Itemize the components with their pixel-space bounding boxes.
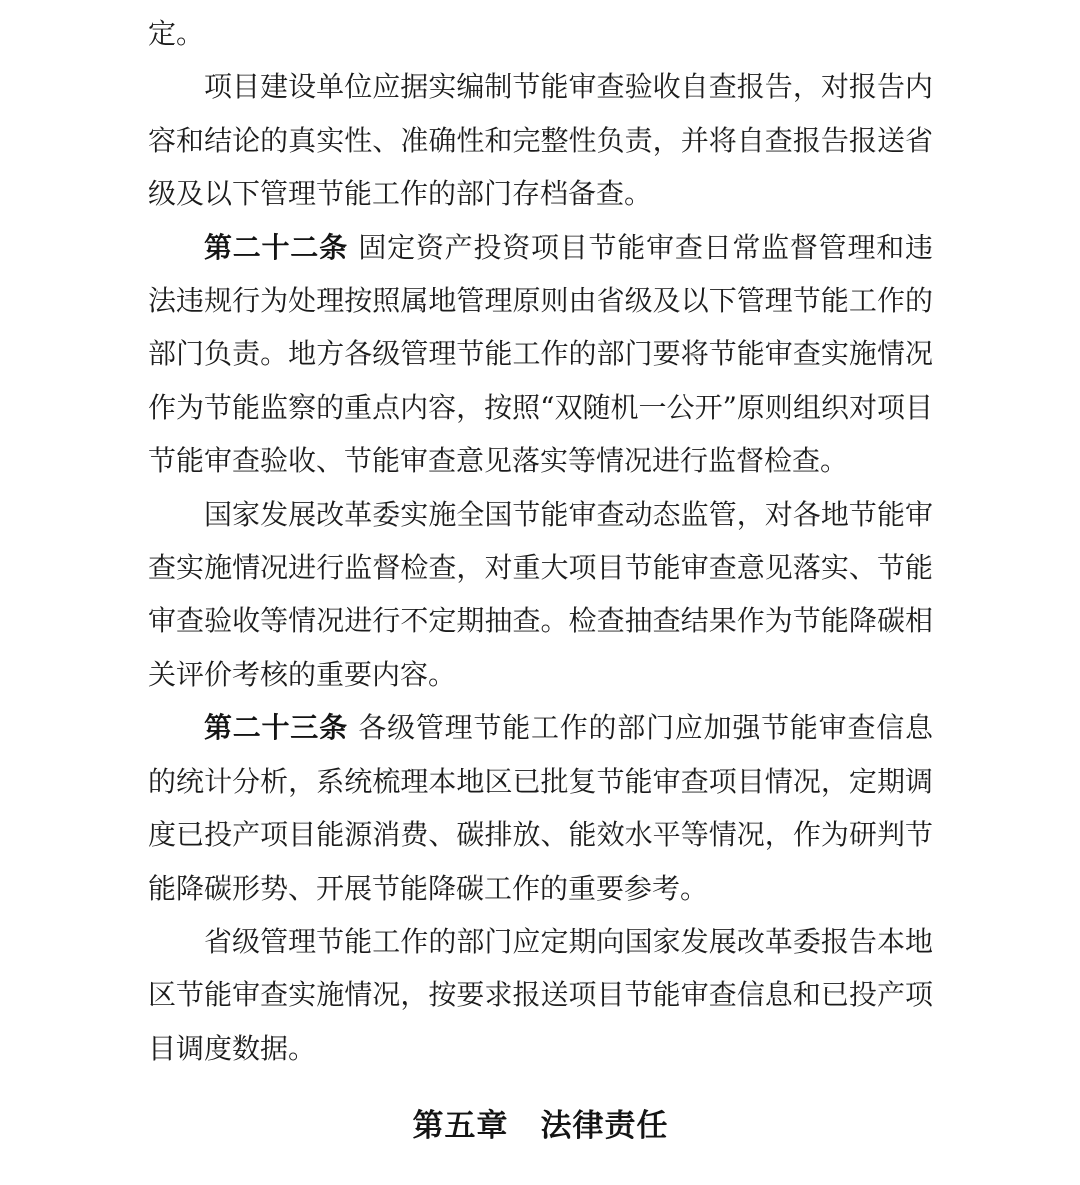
paragraph-text: 省级管理节能工作的部门应定期向国家发展改革委报告本地区节能审查实施情况，按要求报送项目节能审查信息和已投产项目调度数据。 <box>148 924 933 1065</box>
paragraph-text: 定。 <box>148 17 205 50</box>
paragraph-text: 固定资产投资项目节能审查日常监督管理和违法违规行为处理按照属地管理原则由省级及以下管理节能工作的部门负责。地方各级管理节能工作的部门要将节能审查实施情况作为节能监察的重点内容，按照“双随机一公开”原则组织对项目节能审查验收、节能审查意见落实等情况进行监督检查。 <box>148 230 933 478</box>
paragraph-provincial-report <box>148 915 933 1075</box>
chapter-heading <box>148 1100 933 1153</box>
document-body <box>148 7 933 1075</box>
paragraph-text: 各级管理节能工作的部门应加强节能审查信息的统计分析，系统梳理本地区已批复节能审查项目情况，定期调度已投产项目能源消费、碳排放、能效水平等情况，作为研判节能降碳形势、开展节能降碳工作的重要参考。 <box>148 711 933 905</box>
paragraph-continuation <box>148 7 933 60</box>
paragraph-text: 项目建设单位应据实编制节能审查验收自查报告，对报告内容和结论的真实性、准确性和完整性负责，并将自查报告报送省级及以下管理节能工作的部门存档备查。 <box>148 70 933 211</box>
article-23-paragraph <box>148 701 933 915</box>
article-23-number: 第二十三条 <box>204 711 359 745</box>
chapter-title: 法律责任 <box>540 1108 669 1145</box>
paragraph-text: 国家发展改革委实施全国节能审查动态监管，对各地节能审查实施情况进行监督检查，对重大项目节能审查意见落实、节能审查验收等情况进行不定期抽查。检查抽查结果作为节能降碳相关评价考核的重要内容。 <box>148 497 933 691</box>
paragraph-self-check-report <box>148 60 933 220</box>
article-22-paragraph <box>148 221 933 488</box>
chapter-number: 第五章 <box>412 1108 509 1145</box>
paragraph-ndrc-supervision <box>148 488 933 702</box>
article-22-number: 第二十二条 <box>204 230 359 264</box>
